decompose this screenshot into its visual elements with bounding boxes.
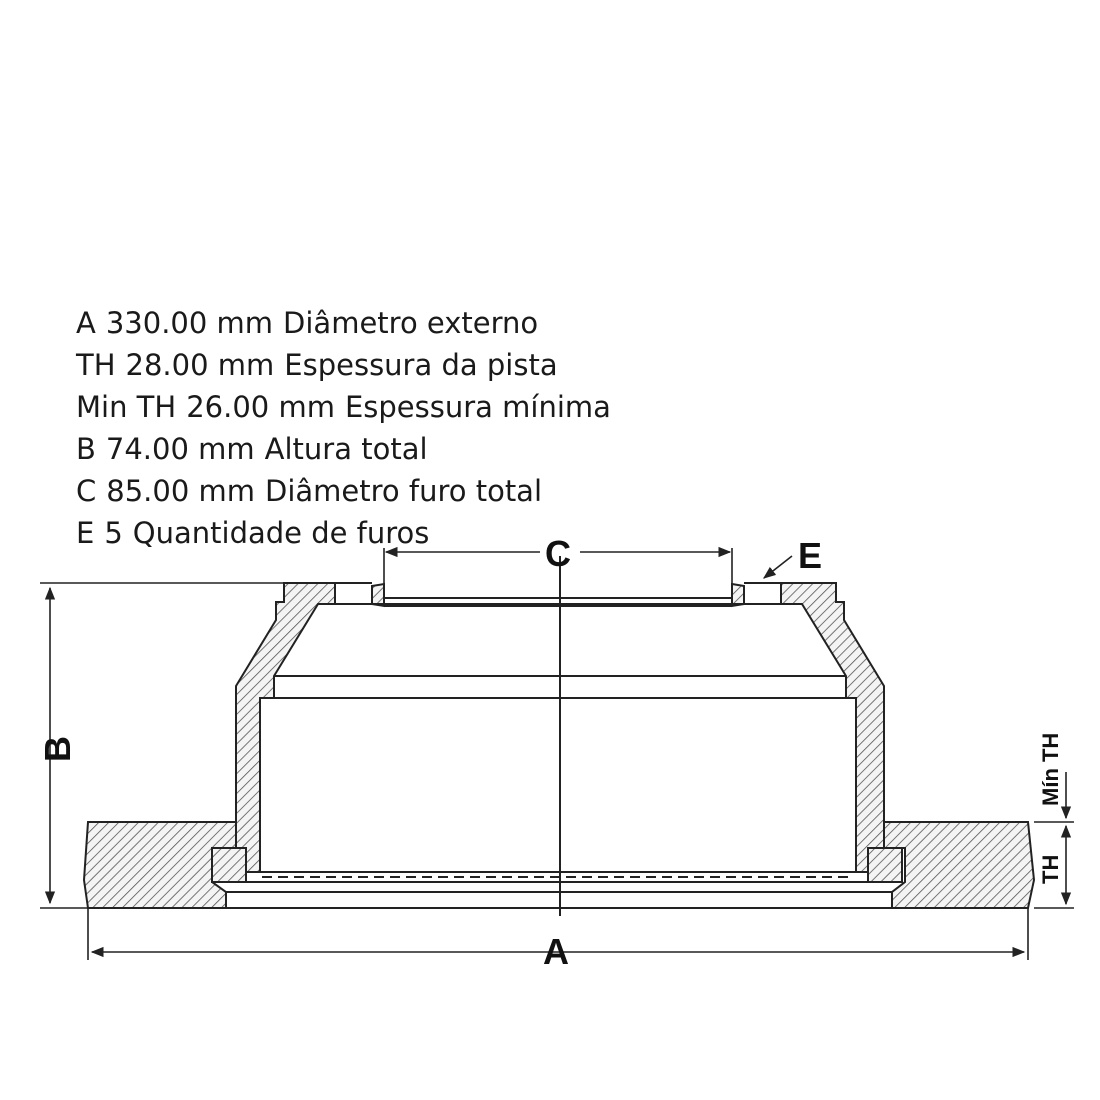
label-th: TH — [1038, 854, 1063, 884]
spec-th: TH 28.00 mm Espessura da pista — [76, 348, 558, 382]
spec-e: E 5 Quantidade de furos — [76, 516, 430, 550]
label-c: C — [545, 533, 571, 574]
stud-right — [868, 848, 902, 882]
spec-b: B 74.00 mm Altura total — [76, 432, 428, 466]
label-b: B — [37, 736, 78, 762]
bore-lip-right — [732, 584, 744, 606]
spec-min-th: Min TH 26.00 mm Espessura mínima — [76, 390, 611, 424]
right-hat-wall — [781, 583, 884, 872]
bore-lip-left — [372, 584, 384, 606]
stud-left — [212, 848, 246, 882]
label-min-th: Mín TH — [1038, 732, 1063, 806]
spec-a: A 330.00 mm Diâmetro externo — [76, 306, 539, 340]
left-hat-wall — [236, 583, 335, 872]
e-leader — [764, 556, 792, 578]
label-e: E — [798, 535, 823, 576]
spec-c: C 85.00 mm Diâmetro furo total — [76, 474, 543, 508]
label-a: A — [543, 931, 569, 972]
